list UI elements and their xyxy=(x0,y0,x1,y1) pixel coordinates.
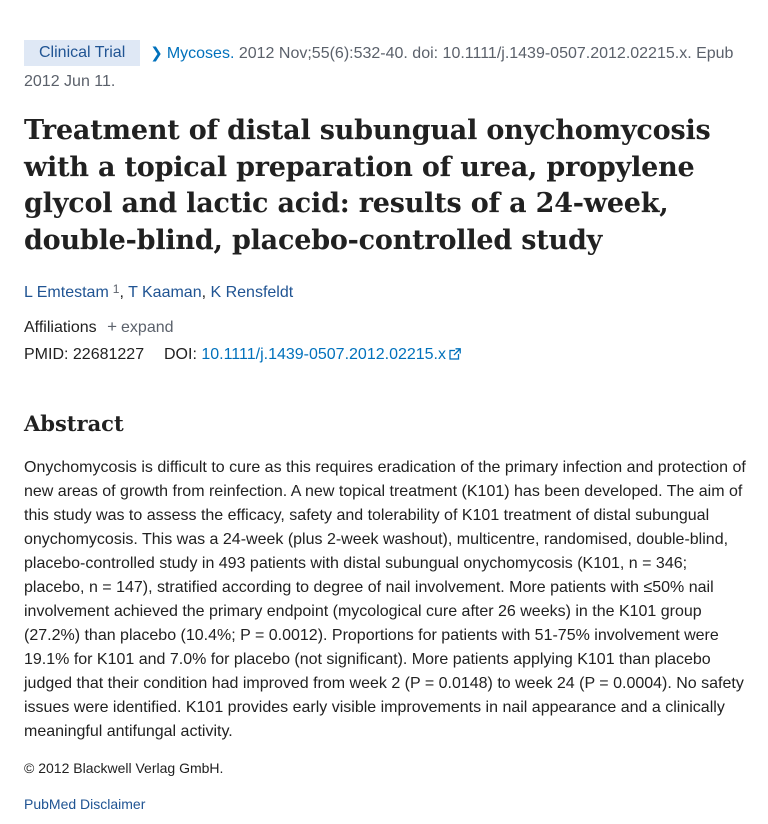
publication-type-badge[interactable]: Clinical Trial xyxy=(24,40,140,66)
doi-link[interactable] xyxy=(201,346,461,363)
abstract-heading: Abstract xyxy=(24,411,124,436)
affiliation-marker[interactable]: 1 xyxy=(112,282,120,296)
citation-line xyxy=(24,40,746,96)
copyright-notice: © 2012 Blackwell Verlag GmbH. xyxy=(24,760,224,776)
affiliations-expand-button[interactable] xyxy=(107,319,173,336)
affiliations-label: Affiliations xyxy=(24,319,97,336)
pubmed-disclaimer-link[interactable]: PubMed Disclaimer xyxy=(24,796,146,812)
authors-list xyxy=(24,281,746,305)
author-link[interactable]: L Emtestam xyxy=(24,284,109,301)
citation-details: 2012 Nov;55(6):532-40. doi: 10.1111/j.1439-0507.2012.02215.x. Epub 2012 Jun 11. xyxy=(24,45,734,90)
expand-label: expand xyxy=(121,319,174,336)
pmid-label: PMID: xyxy=(24,346,69,363)
abstract-text: Onychomycosis is difficult to cure as this requires eradication of the primary infection and protection of new areas of growth from reinfection. A new topical treatment (K101) has been developed. The aim of this study was to assess the efficacy, safety and tolerability of K101 treatment of distal subungual onychomycosis. This was a 24-week (plus 2-week washout), multicentre, randomised, double-blind, placebo-controlled study in 493 patients with distal subungual onychomycosis (K101, n = 346; placebo, n = 147), stratified according to degree of nail involvement. More patients with ≤50% nail involvement achieved the primary endpoint (mycological cure after 26 weeks) in the K101 group (27.2%) than placebo (10.4%; P = 0.0012). Proportions for patients with 51-75% involvement were 19.1% for K101 and 7.0% for placebo (not significant). More patients applying K101 than placebo judged that their condition had improved from week 2 (P = 0.0148) to week 24 (P = 0.0004). No safety issues were identified. K101 provides early visible improvements in nail appearance and a clinically meaningful antifungal activity. xyxy=(24,459,746,740)
journal-link[interactable]: Mycoses. xyxy=(166,45,235,62)
doi-label: DOI: xyxy=(164,346,197,363)
doi-value: 10.1111/j.1439-0507.2012.02215.x xyxy=(201,346,446,363)
external-link-icon xyxy=(449,348,461,360)
pmid-value: 22681227 xyxy=(72,346,145,363)
article-title: Treatment of distal subungual onychomycosis with a topical preparation of urea, propylene glycol and lactic acid: results of a 24-week, double-blind, placebo-controlled study xyxy=(24,115,711,256)
chevron-right-icon: ❯ xyxy=(150,45,163,62)
plus-icon: + xyxy=(107,317,118,336)
article-page xyxy=(24,40,746,814)
author-link[interactable]: K Rensfeldt xyxy=(210,284,294,301)
affiliations-row xyxy=(24,316,746,339)
author-separator: , xyxy=(119,284,129,301)
author-link[interactable]: T Kaaman xyxy=(128,284,202,301)
author-separator: , xyxy=(201,284,211,301)
identifiers-row xyxy=(24,344,746,366)
